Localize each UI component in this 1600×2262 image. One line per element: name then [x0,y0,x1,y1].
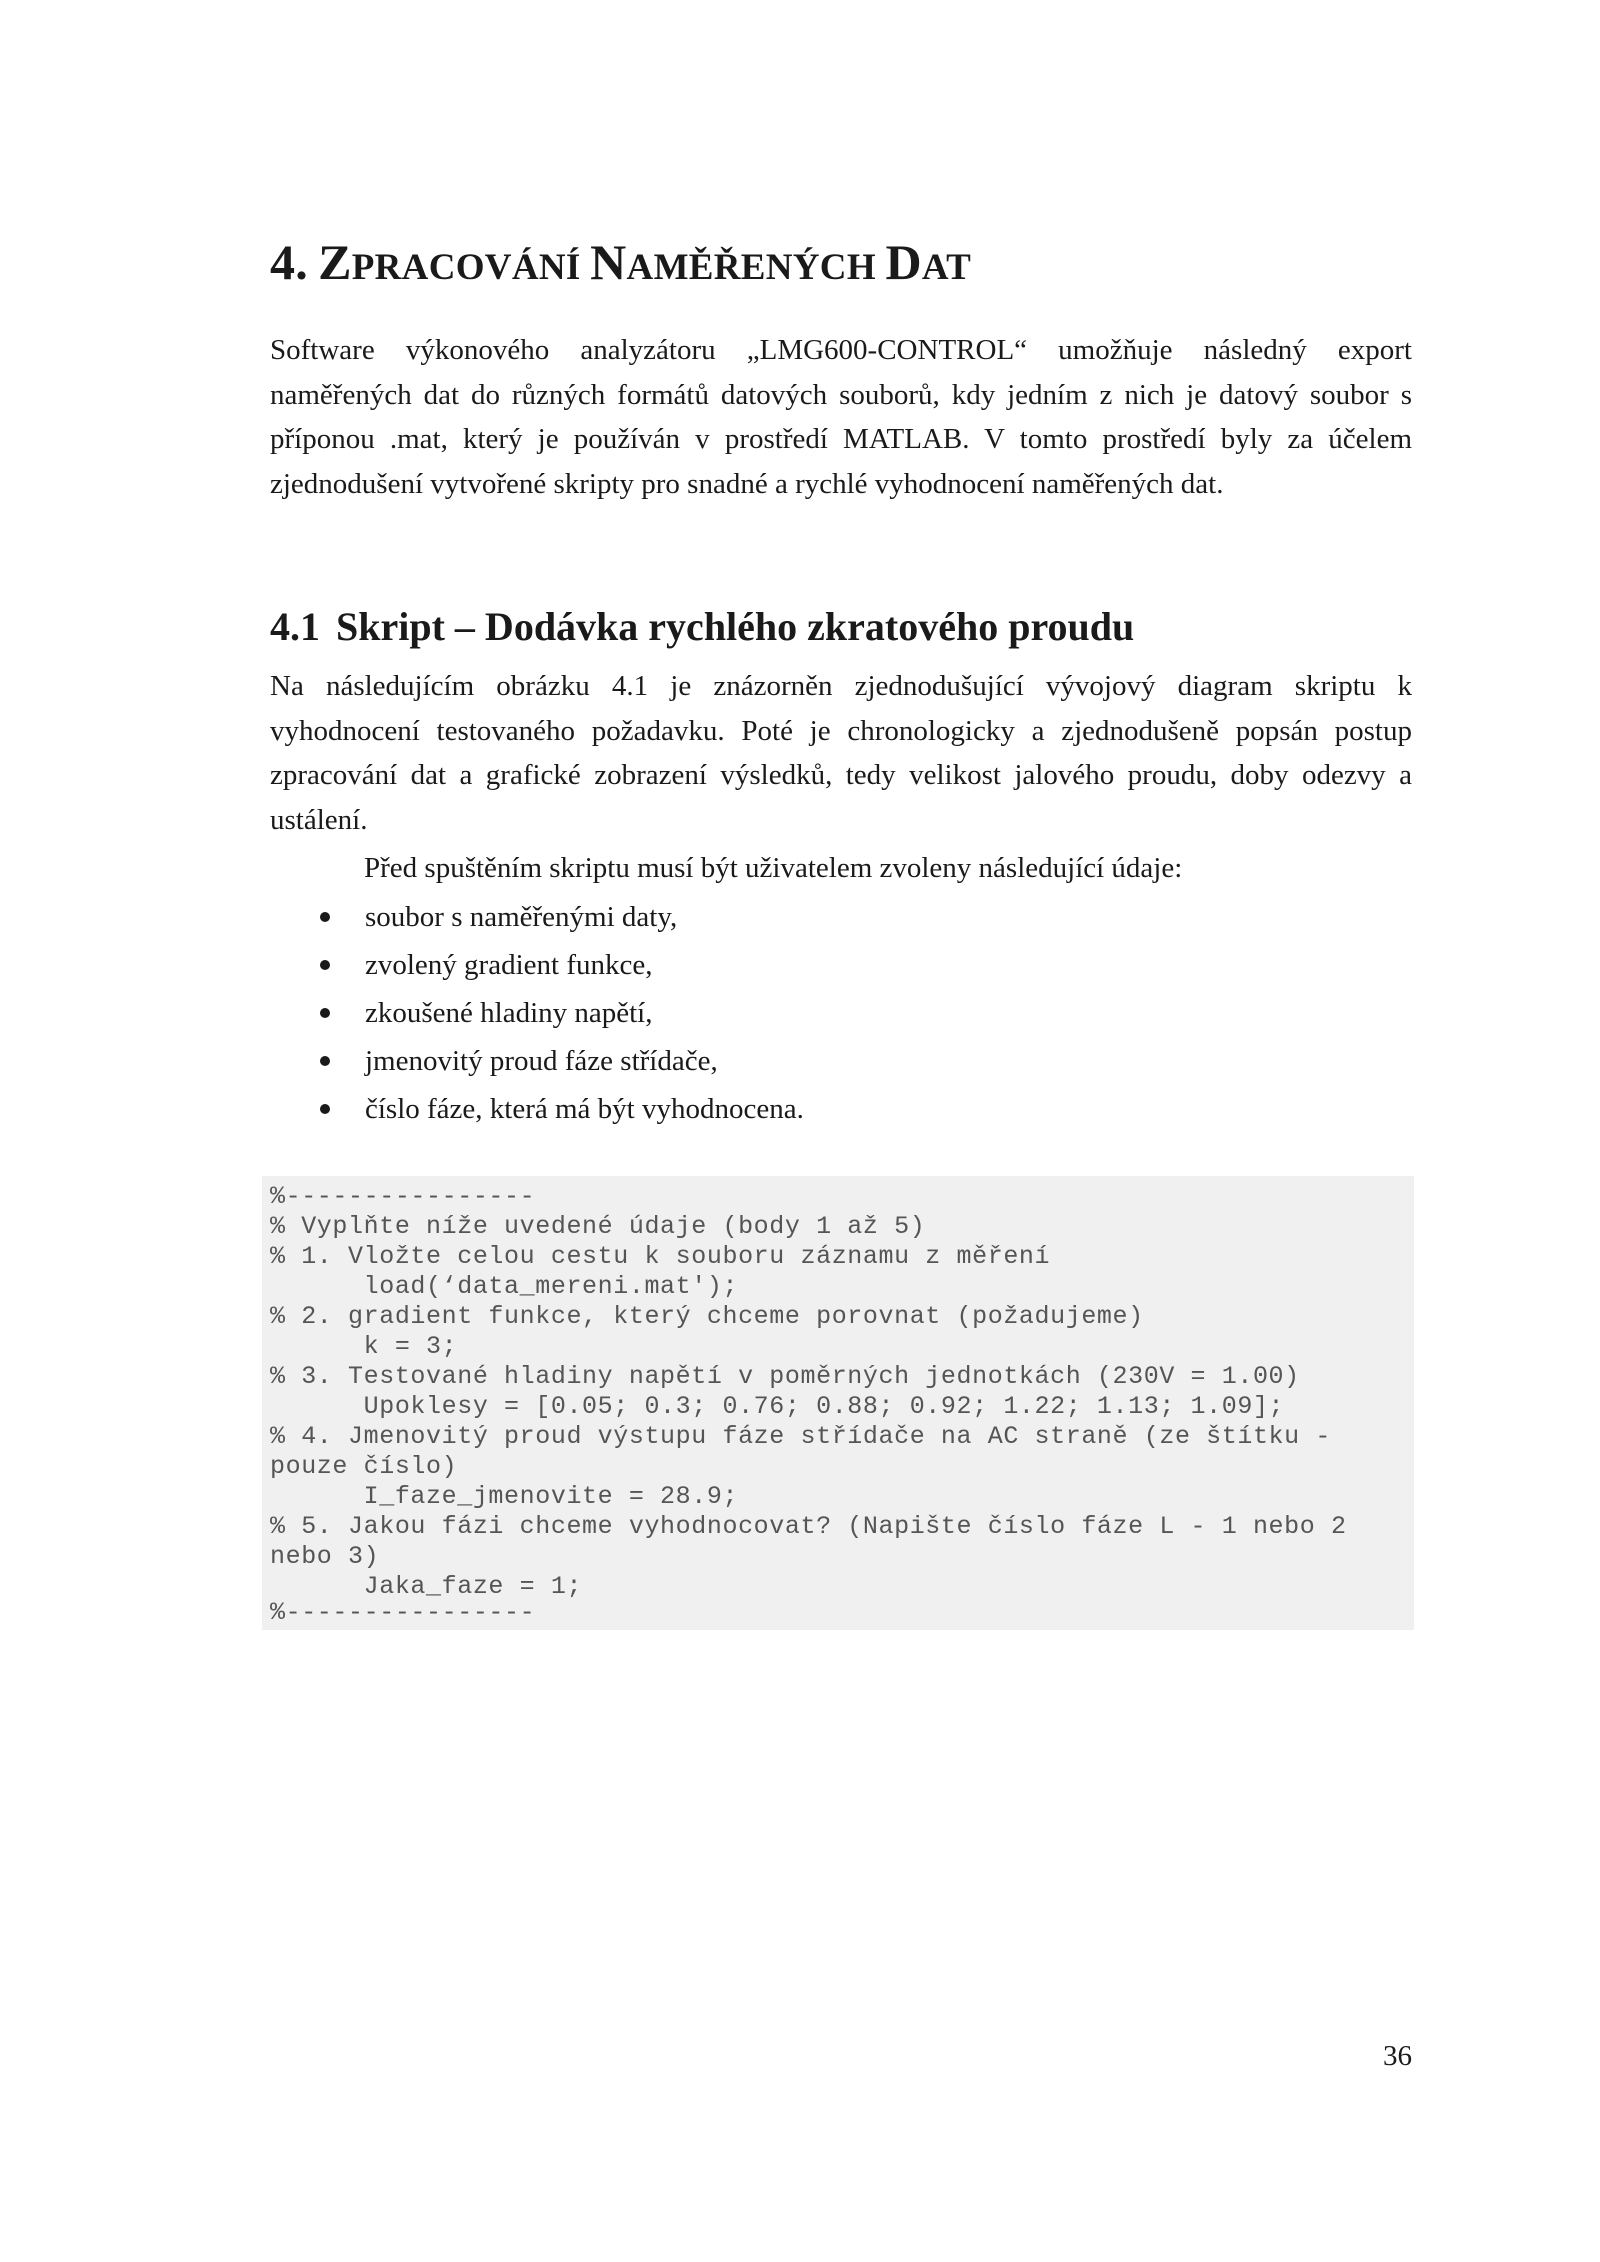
list-item-text: číslo fáze, která má být vyhodnocena. [365,1093,804,1125]
page-number: 36 [1383,2040,1412,2072]
bullet-lead-in: Před spuštěním skriptu musí být uživatelem zvoleny následující údaje: [364,852,1183,884]
list-item-text: soubor s naměřenými daty, [365,901,678,933]
code-line: % 4. Jmenovitý proud výstupu fáze střídače na AC straně (ze štítku - [270,1422,1331,1451]
list-item-text: jmenovitý proud fáze střídače, [365,1045,718,1077]
code-line: %---------------- [270,1598,536,1627]
bullet-dot [320,960,330,970]
code-line: % 2. gradient funkce, který chceme porovnat (požadujeme) [270,1302,1144,1331]
bullet-dot [320,1008,330,1018]
list-item-text: zvolený gradient funkce, [365,949,653,981]
code-line: nebo 3) [270,1542,380,1571]
section-title-text: Skript – Dodávka rychlého zkratového proudu [336,604,1135,649]
document-page [270,0,1415,2262]
bullet-dot [320,1056,330,1066]
list-item [320,941,804,989]
chapter-number: 4. [270,234,309,290]
list-item [320,893,804,941]
code-line: % Vyplňte níže uvedené údaje (body 1 až 5) [270,1212,926,1241]
code-line: pouze číslo) [270,1452,458,1481]
code-line: k = 3; [270,1332,458,1361]
chapter-title-part: AT [921,247,972,288]
bullet-dot [320,1104,330,1114]
chapter-title-part: D [885,234,922,290]
code-line: load(‘data_mereni.mat'); [270,1272,739,1301]
chapter-title-part: PRACOVÁNÍ [351,247,591,288]
code-line: % 3. Testované hladiny napětí v poměrných jednotkách (230V = 1.00) [270,1362,1300,1391]
intro-paragraph: Software výkonového analyzátoru „LMG600-CONTROL“ umožňuje následný export naměřených dat do různých formátů datových souborů, kdy jedním z nich je datový soubor s příponou .mat, který je používán v prostředí MATLAB. V tomto prostředí byly za účelem zjednodušení vytvořené skripty pro snadné a rychlé vyhodnocení naměřených dat. [270,334,1412,500]
code-line: I_faze_jmenovite = 28.9; [270,1482,739,1511]
chapter-title [270,232,971,298]
bullet-dot [320,912,330,922]
chapter-title-part: AMĚŘENÝCH [626,247,886,288]
section-title [270,600,1134,654]
code-line: % 1. Vložte celou cestu k souboru záznamu z měření [270,1242,1051,1271]
code-line: Upoklesy = [0.05; 0.3; 0.76; 0.88; 0.92; 1.22; 1.13; 1.09]; [270,1392,1285,1421]
code-line: %---------------- [270,1182,536,1211]
list-item [320,1037,804,1085]
code-listing [262,1176,1414,1630]
section-number: 4.1 [270,604,320,649]
code-line: Jaka_faze = 1; [270,1572,583,1601]
chapter-title-part: Z [318,234,352,290]
bullet-list [320,893,804,1133]
section-paragraph: Na následujícím obrázku 4.1 je znázorněn zjednodušující vývojový diagram skriptu k vyhodnocení testovaného požadavku. Poté je chronologicky a zjednodušeně popsán postup zpracování dat a grafické zobrazení výsledků, tedy velikost jalového proudu, doby odezvy a ustálení. [270,670,1412,836]
list-item [320,1085,804,1133]
chapter-title-part: N [590,234,627,290]
list-item-text: zkoušené hladiny napětí, [365,997,653,1029]
list-item [320,989,804,1037]
code-line: % 5. Jakou fázi chceme vyhodnocovat? (Napište číslo fáze L - 1 nebo 2 [270,1512,1347,1541]
